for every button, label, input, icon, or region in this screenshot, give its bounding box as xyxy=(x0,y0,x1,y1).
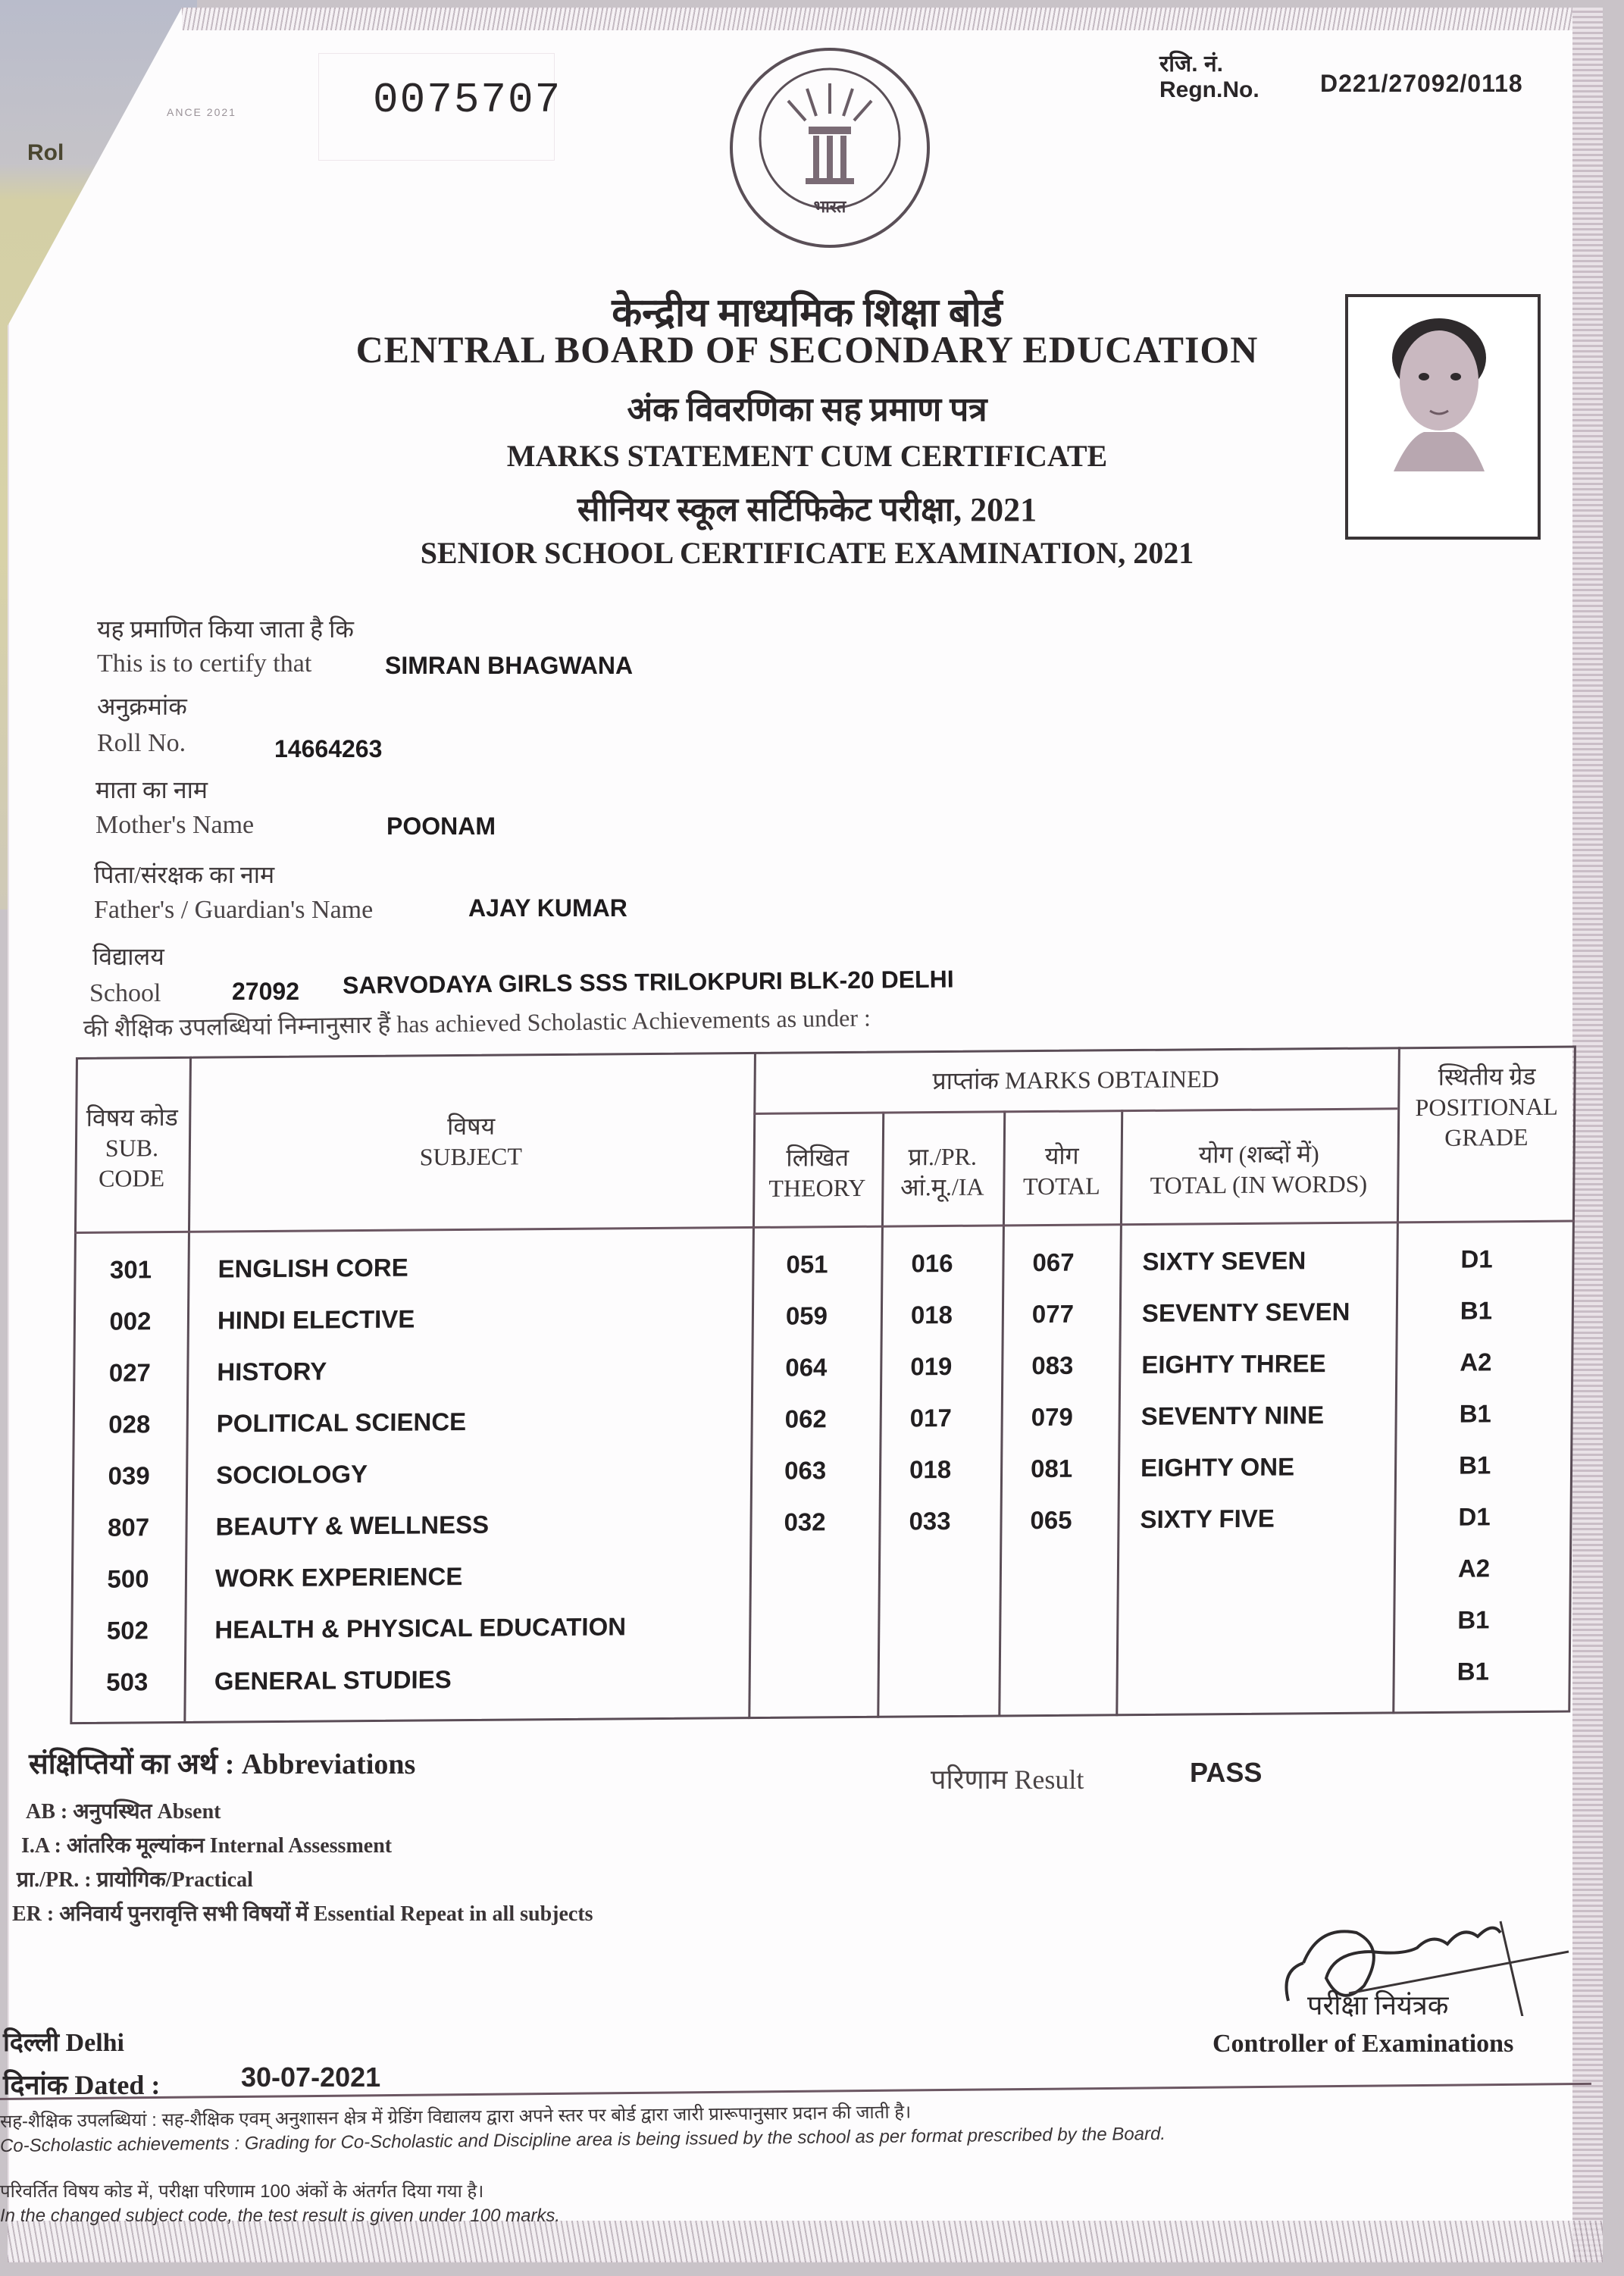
issue-place: दिल्ली Delhi xyxy=(3,2029,124,2057)
roll-label: Roll No. xyxy=(97,729,186,757)
total-in-words: SIXTY SEVEN xyxy=(1142,1246,1306,1276)
doc-type: MARKS STATEMENT CUM CERTIFICATE xyxy=(506,439,1108,473)
school-code: 27092 xyxy=(232,978,299,1005)
father-label: Father's / Guardian's Name xyxy=(94,896,374,924)
mother-label: Mother's Name xyxy=(95,811,255,839)
marks-table xyxy=(70,1045,1576,1724)
cbse-seal-icon xyxy=(724,42,936,254)
result-label: परिणाम Result xyxy=(931,1764,1084,1795)
theory-marks: 062 xyxy=(784,1404,827,1433)
practical-marks: 033 xyxy=(909,1506,951,1536)
school-label: School xyxy=(89,979,161,1007)
candidate-photo xyxy=(1345,294,1541,540)
header-positional-grade: स्थितीय ग्रेड POSITIONAL GRADE xyxy=(1415,1062,1559,1151)
subject-name: HEALTH & PHYSICAL EDUCATION xyxy=(214,1612,627,1644)
header-total-words: योग (शब्दों में) TOTAL (IN WORDS) xyxy=(1150,1140,1368,1199)
total-in-words: EIGHTY THREE xyxy=(1141,1349,1326,1379)
abbreviation-item: प्रा./PR. : प्रायोगिक/Practical xyxy=(17,1868,253,1892)
total-in-words: SEVENTY NINE xyxy=(1141,1401,1325,1430)
positional-grade: B1 xyxy=(1457,1605,1490,1634)
issue-date: 30-07-2021 xyxy=(241,2062,381,2093)
theory-marks: 064 xyxy=(785,1353,828,1382)
footer-note-hindi: परिवर्तित विषय कोड में, परीक्षा परिणाम 100 अंकों के अंतर्गत दिया गया है। xyxy=(0,2181,484,2202)
sub-code: 028 xyxy=(108,1410,151,1439)
total-in-words: SIXTY FIVE xyxy=(1140,1504,1275,1533)
board-name-hindi: केन्द्रीय माध्यमिक शिक्षा बोर्ड xyxy=(612,292,1003,335)
positional-grade: B1 xyxy=(1457,1657,1490,1686)
mother-name: POONAM xyxy=(386,812,496,840)
exam-name-hindi: सीनियर स्कूल सर्टिफिकेट परीक्षा, 2021 xyxy=(577,491,1037,528)
positional-grade: B1 xyxy=(1459,1399,1492,1428)
footer-note: Co-Scholastic achievements : Grading for Co-Scholastic and Discipline area is being issued by the school as per format prescribed by the Board. xyxy=(0,2123,1166,2156)
controller-title: Controller of Examinations xyxy=(1213,2030,1514,2058)
practical-marks: 018 xyxy=(910,1300,953,1329)
header-subject: विषय SUBJECT xyxy=(419,1112,523,1171)
certify-label-hindi: यह प्रमाणित किया जाता है कि xyxy=(97,615,354,643)
subject-name: WORK EXPERIENCE xyxy=(214,1562,463,1592)
sub-code: 301 xyxy=(109,1255,152,1284)
father-label-hindi: पिता/संरक्षक का नाम xyxy=(94,861,275,888)
subject-name: HINDI ELECTIVE xyxy=(217,1304,415,1335)
sub-code: 500 xyxy=(107,1564,149,1593)
regn-label-hindi: रजि. नं. xyxy=(1159,52,1223,77)
positional-grade: B1 xyxy=(1458,1451,1491,1479)
abbreviations-title: संक्षिप्तियों का अर्थ : Abbreviations xyxy=(29,1748,416,1780)
abbreviation-item: AB : अनुपस्थित Absent xyxy=(26,1800,221,1824)
school-label-hindi: विद्यालय xyxy=(92,943,164,970)
header-practical: प्रा./PR. आं.मू./IA xyxy=(900,1142,984,1201)
theory-marks: 051 xyxy=(786,1250,828,1279)
subject-name: ENGLISH CORE xyxy=(217,1253,408,1283)
practical-marks: 018 xyxy=(909,1454,952,1484)
total-marks: 083 xyxy=(1031,1351,1074,1380)
sub-code: 807 xyxy=(107,1513,150,1542)
footer-note-hindi: सह-शैक्षिक उपलब्धियां : सह-शैक्षिक एवम् अनुशासन क्षेत्र में ग्रेडिंग विद्यालय द्वारा अपने स्तर पर बोर्ड द्वारा जारी प्रारूपानुसार प्रदान की जाती है। xyxy=(0,2102,912,2132)
footer-note: In the changed subject code, the test result is given under 100 marks. xyxy=(0,2206,561,2226)
roll-number: 14664263 xyxy=(274,735,383,762)
theory-marks: 032 xyxy=(784,1507,826,1536)
father-name: AJAY KUMAR xyxy=(468,894,627,922)
total-marks: 077 xyxy=(1031,1299,1075,1329)
header-sub-code: विषय कोड SUB. CODE xyxy=(86,1103,179,1192)
total-in-words: SEVENTY SEVEN xyxy=(1141,1297,1350,1327)
subject-name: POLITICAL SCIENCE xyxy=(216,1407,467,1438)
positional-grade: A2 xyxy=(1460,1348,1492,1376)
header-marks-obtained: प्राप्तांक MARKS OBTAINED xyxy=(932,1065,1219,1095)
security-border-right xyxy=(1572,8,1603,2262)
serial-number: 0075707 xyxy=(373,76,562,124)
mother-label-hindi: माता का नाम xyxy=(95,776,208,803)
doc-type-hindi: अंक विवरणिका सह प्रमाण पत्र xyxy=(627,391,987,428)
candidate-name: SIMRAN BHAGWANA xyxy=(385,652,634,679)
svg-text:भारत: भारत xyxy=(813,198,846,217)
dated-label: दिनांक Dated : xyxy=(3,2070,161,2100)
achieved-line: की शैक्षिक उपलब्धियां निम्नानुसार हैं has achieved Scholastic Achievements as under : xyxy=(83,1003,871,1042)
abbreviation-item: I.A : आंतरिक मूल्यांकन Internal Assessment xyxy=(21,1834,393,1858)
total-marks: 081 xyxy=(1030,1454,1073,1483)
security-border-top xyxy=(182,8,1603,30)
board-name: CENTRAL BOARD OF SECONDARY EDUCATION xyxy=(355,328,1259,371)
exam-name: SENIOR SCHOOL CERTIFICATE EXAMINATION, 2021 xyxy=(420,536,1194,570)
positional-grade: D1 xyxy=(1458,1502,1491,1531)
abbreviation-item: ER : अनिवार्य पुनरावृत्ति सभी विषयों में Essential Repeat in all subjects xyxy=(12,1902,593,1926)
underlying-document-fragment: Rol xyxy=(27,140,64,165)
sub-code: 039 xyxy=(108,1461,150,1490)
subject-name: HISTORY xyxy=(217,1357,327,1386)
sub-code: 002 xyxy=(109,1307,152,1335)
subject-name: BEAUTY & WELLNESS xyxy=(215,1510,490,1541)
regn-label: Regn.No. xyxy=(1159,77,1259,102)
theory-marks: 059 xyxy=(785,1301,828,1330)
total-marks: 065 xyxy=(1030,1505,1072,1535)
serial-label: ANCE 2021 xyxy=(167,106,236,118)
practical-marks: 019 xyxy=(910,1351,953,1381)
security-border-bottom xyxy=(8,2221,1603,2262)
sub-code: 027 xyxy=(108,1358,152,1387)
total-marks: 067 xyxy=(1032,1248,1075,1277)
total-marks: 079 xyxy=(1031,1402,1073,1432)
sub-code: 502 xyxy=(106,1616,149,1645)
practical-marks: 016 xyxy=(911,1248,953,1278)
theory-marks: 063 xyxy=(784,1456,827,1485)
certify-label: This is to certify that xyxy=(97,650,312,678)
school-name: SARVODAYA GIRLS SSS TRILOKPURI BLK-20 DELHI xyxy=(342,965,954,999)
header-total: योग TOTAL xyxy=(1022,1141,1100,1201)
positional-grade: A2 xyxy=(1457,1554,1491,1583)
positional-grade: B1 xyxy=(1460,1296,1493,1325)
header-theory: लिखित THEORY xyxy=(768,1143,866,1202)
practical-marks: 017 xyxy=(909,1403,952,1432)
controller-title-hindi: परीक्षा नियंत्रक xyxy=(1307,1990,1449,2021)
total-in-words: EIGHTY ONE xyxy=(1140,1452,1295,1482)
regn-number: D221/27092/0118 xyxy=(1320,70,1523,97)
subject-name: SOCIOLOGY xyxy=(216,1459,368,1489)
result-value: PASS xyxy=(1190,1757,1263,1788)
positional-grade: D1 xyxy=(1460,1244,1493,1273)
sub-code: 503 xyxy=(106,1667,149,1696)
roll-label-hindi: अनुक्रमांक xyxy=(97,693,187,720)
subject-name: GENERAL STUDIES xyxy=(214,1665,452,1695)
person-portrait-icon xyxy=(1348,297,1538,537)
